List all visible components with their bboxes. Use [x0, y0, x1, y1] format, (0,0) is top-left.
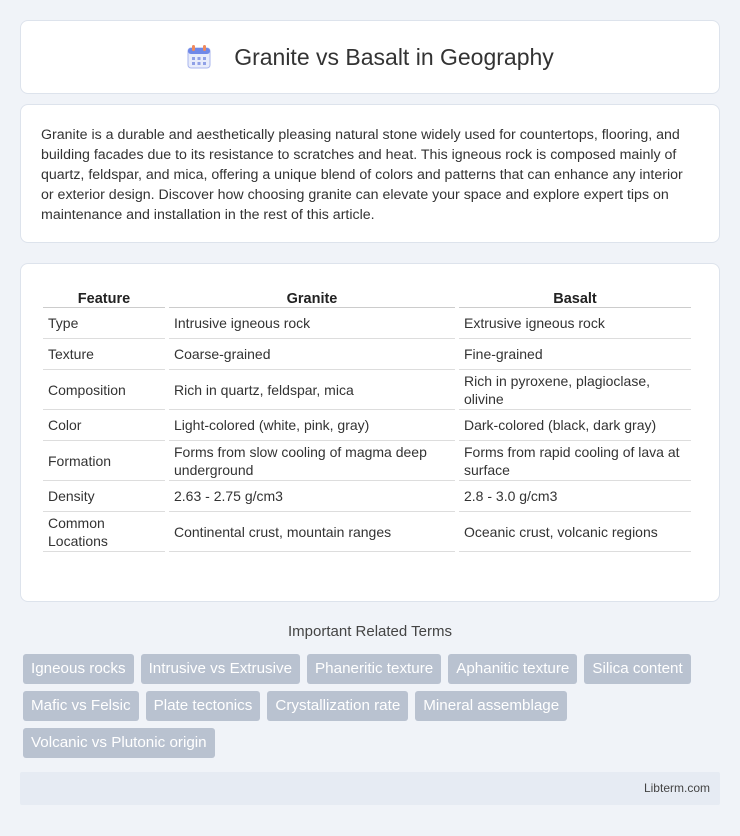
basalt-cell: Fine-grained: [459, 339, 691, 370]
feature-cell: Type: [43, 308, 165, 339]
comparison-table-card: [20, 263, 720, 602]
term-tag[interactable]: Aphanitic texture: [448, 654, 577, 684]
related-terms-list: [23, 654, 723, 758]
feature-cell: Density: [43, 481, 165, 512]
comparison-table: [39, 286, 695, 552]
term-tag[interactable]: Intrusive vs Extrusive: [141, 654, 300, 684]
term-tag[interactable]: Phaneritic texture: [307, 654, 441, 684]
basalt-cell: Extrusive igneous rock: [459, 308, 691, 339]
granite-cell: Light-colored (white, pink, gray): [169, 410, 455, 441]
granite-cell: Forms from slow cooling of magma deep underground: [169, 441, 455, 481]
feature-cell: Composition: [43, 370, 165, 410]
term-tag[interactable]: Silica content: [584, 654, 690, 684]
header-card: [20, 20, 720, 94]
granite-cell: Rich in quartz, feldspar, mica: [169, 370, 455, 410]
basalt-cell: 2.8 - 3.0 g/cm3: [459, 481, 691, 512]
granite-cell: Coarse-grained: [169, 339, 455, 370]
table-row: [43, 481, 691, 512]
basalt-cell: Rich in pyroxene, plagioclase, olivine: [459, 370, 691, 410]
calendar-icon: [186, 44, 212, 70]
header-feature: Feature: [43, 286, 165, 308]
footer-link[interactable]: Libterm.com: [643, 781, 710, 795]
footer: [20, 772, 720, 805]
term-tag[interactable]: Volcanic vs Plutonic origin: [23, 728, 215, 758]
term-tag[interactable]: Mineral assemblage: [415, 691, 567, 721]
table-row: [43, 308, 691, 339]
table-row: [43, 339, 691, 370]
related-terms-title: Important Related Terms: [288, 623, 452, 640]
term-tag[interactable]: Plate tectonics: [146, 691, 261, 721]
term-tag[interactable]: Igneous rocks: [23, 654, 134, 684]
granite-cell: 2.63 - 2.75 g/cm3: [169, 481, 455, 512]
table-row: [43, 512, 691, 552]
intro-text: Granite is a durable and aesthetically pleasing natural stone widely used for countertops, flooring, and building facades due to its resistance to scratches and heat. This igneous rock is composed mainly of quartz, feldspar, and mica, offering a unique blend of colors and patterns that can enhance any interior or exterior design. Discover how choosing granite can elevate your space and explore expert tips on maintenance and installation in the rest of this article.: [41, 127, 683, 223]
table-row: [43, 410, 691, 441]
header-basalt: Basalt: [459, 286, 691, 308]
basalt-cell: Dark-colored (black, dark gray): [459, 410, 691, 441]
page-title: Granite vs Basalt in Geography: [234, 43, 554, 70]
intro-card: [20, 104, 720, 243]
basalt-cell: Forms from rapid cooling of lava at surface: [459, 441, 691, 481]
feature-cell: Formation: [43, 441, 165, 481]
header-granite: Granite: [169, 286, 455, 308]
basalt-cell: Oceanic crust, volcanic regions: [459, 512, 691, 552]
term-tag[interactable]: Mafic vs Felsic: [23, 691, 139, 721]
feature-cell: Texture: [43, 339, 165, 370]
feature-cell: Common Locations: [43, 512, 165, 552]
table-row: [43, 441, 691, 481]
feature-cell: Color: [43, 410, 165, 441]
granite-cell: Intrusive igneous rock: [169, 308, 455, 339]
table-row: [43, 370, 691, 410]
granite-cell: Continental crust, mountain ranges: [169, 512, 455, 552]
term-tag[interactable]: Crystallization rate: [267, 691, 408, 721]
